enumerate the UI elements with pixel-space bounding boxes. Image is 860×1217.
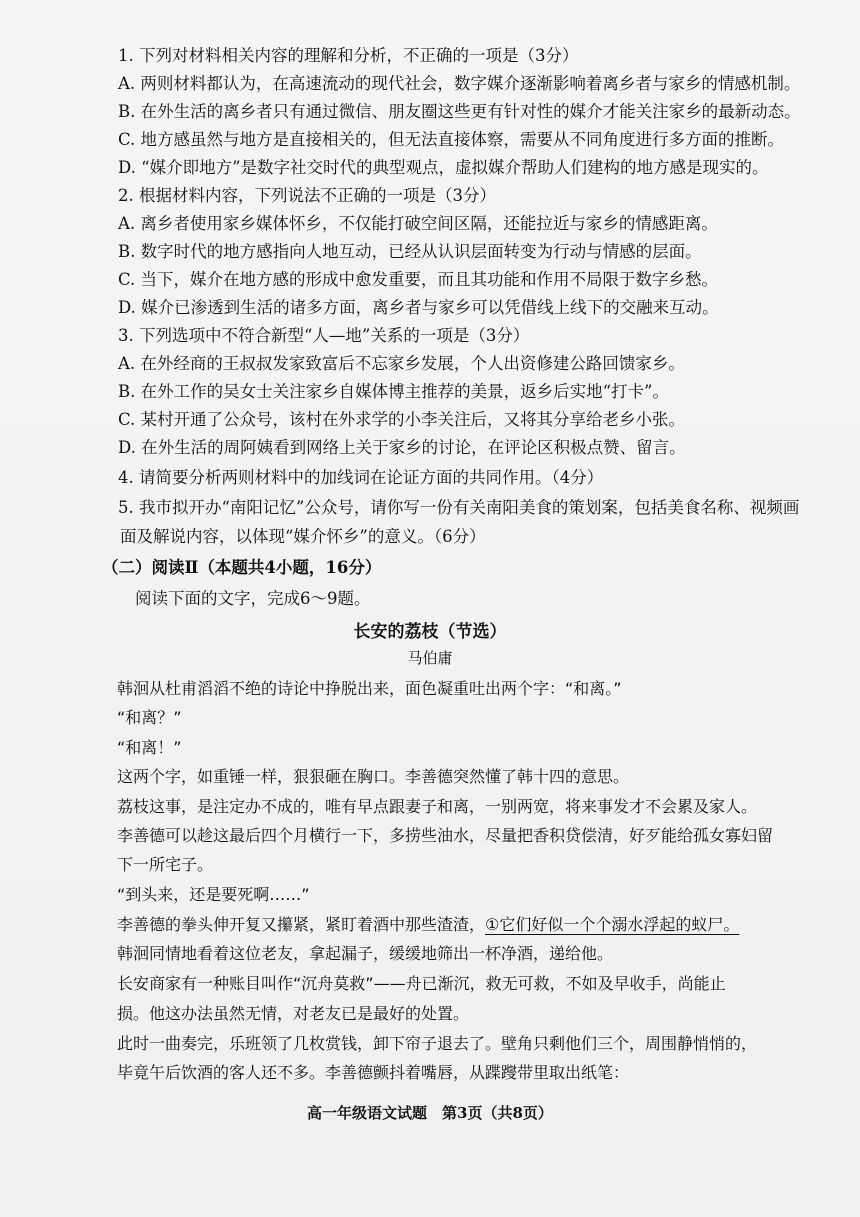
question-2-option-a: A. 离乡者使用家乡媒体怀乡，不仅能打破空间区隔，还能拉近与家乡的情感距离。 [118, 214, 718, 233]
passage-paragraph-5-line-3: 下一所宅子。 [117, 855, 214, 874]
question-1-option-a: A. 两则材料都认为，在高速流动的现代社会，数字媒介逐渐影响着离乡者与家乡的情感机制。 [118, 74, 801, 93]
question-2-option-d: D. 媒介已渗透到生活的诸多方面，离乡者与家乡可以凭借线上线下的交融来互动。 [118, 298, 719, 317]
passage-paragraph-9-line-2: 毕竟午后饮酒的客人还不多。李善德颤抖着嘴唇，从蹀躞带里取出纸笔： [117, 1063, 630, 1082]
question-4: 4. 请简要分析两则材料中的加线词在论证方面的共同作用。（4分） [118, 468, 604, 487]
passage-paragraph-1: 韩洄从杜甫滔滔不绝的诗论中挣脱出来，面色凝重吐出两个字：“和离。” [117, 679, 622, 698]
section-heading: （二）阅读Ⅱ（本题共4小题，16分） [102, 558, 382, 577]
section-instruction: 阅读下面的文字，完成6～9题。 [135, 589, 371, 608]
passage-paragraph-7-line-1 [117, 913, 739, 937]
passage-paragraph-7-text: 李善德的拳头伸开复又攥紧，紧盯着酒中那些渣渣， [117, 915, 486, 934]
passage-paragraph-2: “和离？” [117, 708, 182, 727]
question-3-option-a: A. 在外经商的王叔叔发家致富后不忘家乡发展，个人出资修建公路回馈家乡。 [118, 354, 685, 373]
question-1-option-c: C. 地方感虽然与地方是直接相关的，但无法直接体察，需要从不同角度进行多方面的推断。 [118, 130, 785, 149]
question-5-line-2: 面及解说内容，以体现“媒介怀乡”的意义。（6分） [120, 527, 486, 546]
passage-author: 马伯庸 [407, 649, 453, 667]
question-2-option-b: B. 数字时代的地方感指向人地互动，已经从认识层面转变为行动与情感的层面。 [118, 242, 702, 261]
question-3-option-d: D. 在外生活的周阿姨看到网络上关于家乡的讨论，在评论区积极点赞、留言。 [118, 438, 686, 457]
question-3-option-b: B. 在外工作的吴女士关注家乡自媒体博主推荐的美景，返乡后实地“打卡”。 [118, 382, 669, 401]
passage-paragraph-9-line-1: 此时一曲奏完，乐班领了几枚赏钱，卸下帘子退去了。壁角只剩他们三个，周围静悄悄的， [117, 1034, 758, 1053]
passage-paragraph-4: 这两个字，如重锤一样，狠狠砸在胸口。李善德突然懂了韩十四的意思。 [117, 767, 630, 786]
passage-paragraph-3: “和离！” [117, 738, 182, 757]
question-1-option-b: B. 在外生活的离乡者只有通过微信、朋友圈这些更有针对性的媒介才能关注家乡的最新动态。 [118, 102, 801, 121]
question-3-option-c: C. 某村开通了公众号，该村在外求学的小李关注后，又将其分享给老乡小张。 [118, 410, 686, 429]
passage-paragraph-8-line-1: 长安商家有一种账目叫作“沉舟莫救”——舟已渐沉，救无可救，不如及早收手，尚能止 [117, 974, 726, 993]
question-1-option-d: D. “媒介即地方”是数字社交时代的典型观点，虚拟媒介帮助人们建构的地方感是现实的。 [118, 158, 769, 177]
question-2-stem: 2. 根据材料内容，下列说法不正确的一项是（3分） [118, 186, 496, 205]
passage-paragraph-7-line-2: 韩洄同情地看着这位老友，拿起漏子，缓缓地筛出一杯净酒，递给他。 [117, 944, 614, 963]
passage-paragraph-5-line-2: 李善德可以趁这最后四个月横行一下，多捞些油水，尽量把香积贷偿清，好歹能给孤女寡妇留 [117, 826, 774, 845]
passage-paragraph-8-line-2: 损。他这办法虽然无情，对老友已是最好的处置。 [117, 1004, 470, 1023]
question-3-stem: 3. 下列选项中不符合新型“人—地”关系的一项是（3分） [118, 326, 530, 345]
page-footer: 高一年级语文试题 第3页（共8页） [307, 1104, 553, 1122]
passage-paragraph-5-line-1: 荔枝这事，是注定办不成的，唯有早点跟妻子和离，一别两宽，将来事发才不会累及家人。 [117, 797, 758, 816]
question-5-line-1: 5. 我市拟开办“南阳记忆”公众号，请你写一份有关南阳美食的策划案，包括美食名称、视频画 [118, 498, 800, 517]
passage-title: 长安的荔枝（节选） [353, 622, 507, 642]
question-1-stem: 1. 下列对材料相关内容的理解和分析，不正确的一项是（3分） [118, 46, 579, 65]
question-2-option-c: C. 当下，媒介在地方感的形成中愈发重要，而且其功能和作用不局限于数字乡愁。 [118, 270, 719, 289]
passage-paragraph-6: “到头来，还是要死啊……” [117, 885, 310, 904]
underlined-sentence-1: ①它们好似一个个溺水浮起的蚁尸。 [485, 915, 740, 934]
